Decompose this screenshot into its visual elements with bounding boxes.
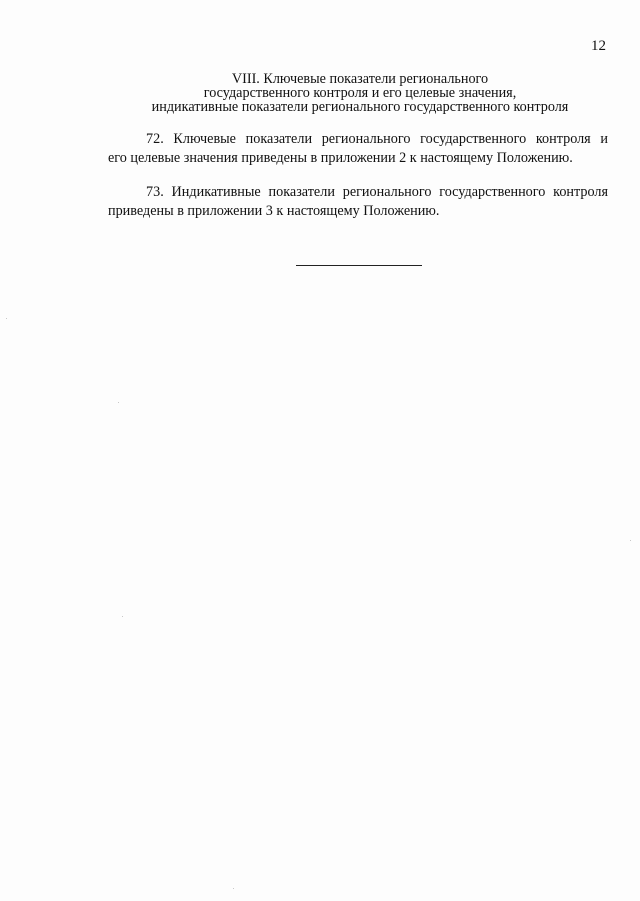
scan-speck xyxy=(233,888,234,889)
paragraph-72 xyxy=(108,130,608,168)
scan-speck xyxy=(6,318,7,319)
paragraph-73 xyxy=(108,183,608,221)
section-heading-line-3: индикативные показатели регионального государственного контроля xyxy=(151,99,569,115)
section-heading xyxy=(60,72,640,114)
paragraph-73-line-2: приведены в приложении 3 к настоящему Положению. xyxy=(108,203,440,219)
section-heading-line-1: VIII. Ключевые показатели регионального xyxy=(231,71,489,87)
section-heading-line-2: государственного контроля и его целевые значения, xyxy=(203,85,517,101)
page-number: 12 xyxy=(591,38,606,54)
scan-speck xyxy=(118,402,119,403)
paragraph-72-line-1: 72. Ключевые показатели регионального государственного контроля и xyxy=(146,131,608,147)
paragraph-72-line-2: его целевые значения приведены в приложении 2 к настоящему Положению. xyxy=(108,150,573,166)
paragraph-73-line-1: 73. Индикативные показатели регионального государственного контроля xyxy=(146,184,608,200)
scan-speck xyxy=(122,616,123,617)
scan-speck xyxy=(630,540,631,541)
end-of-document-rule xyxy=(296,265,422,266)
